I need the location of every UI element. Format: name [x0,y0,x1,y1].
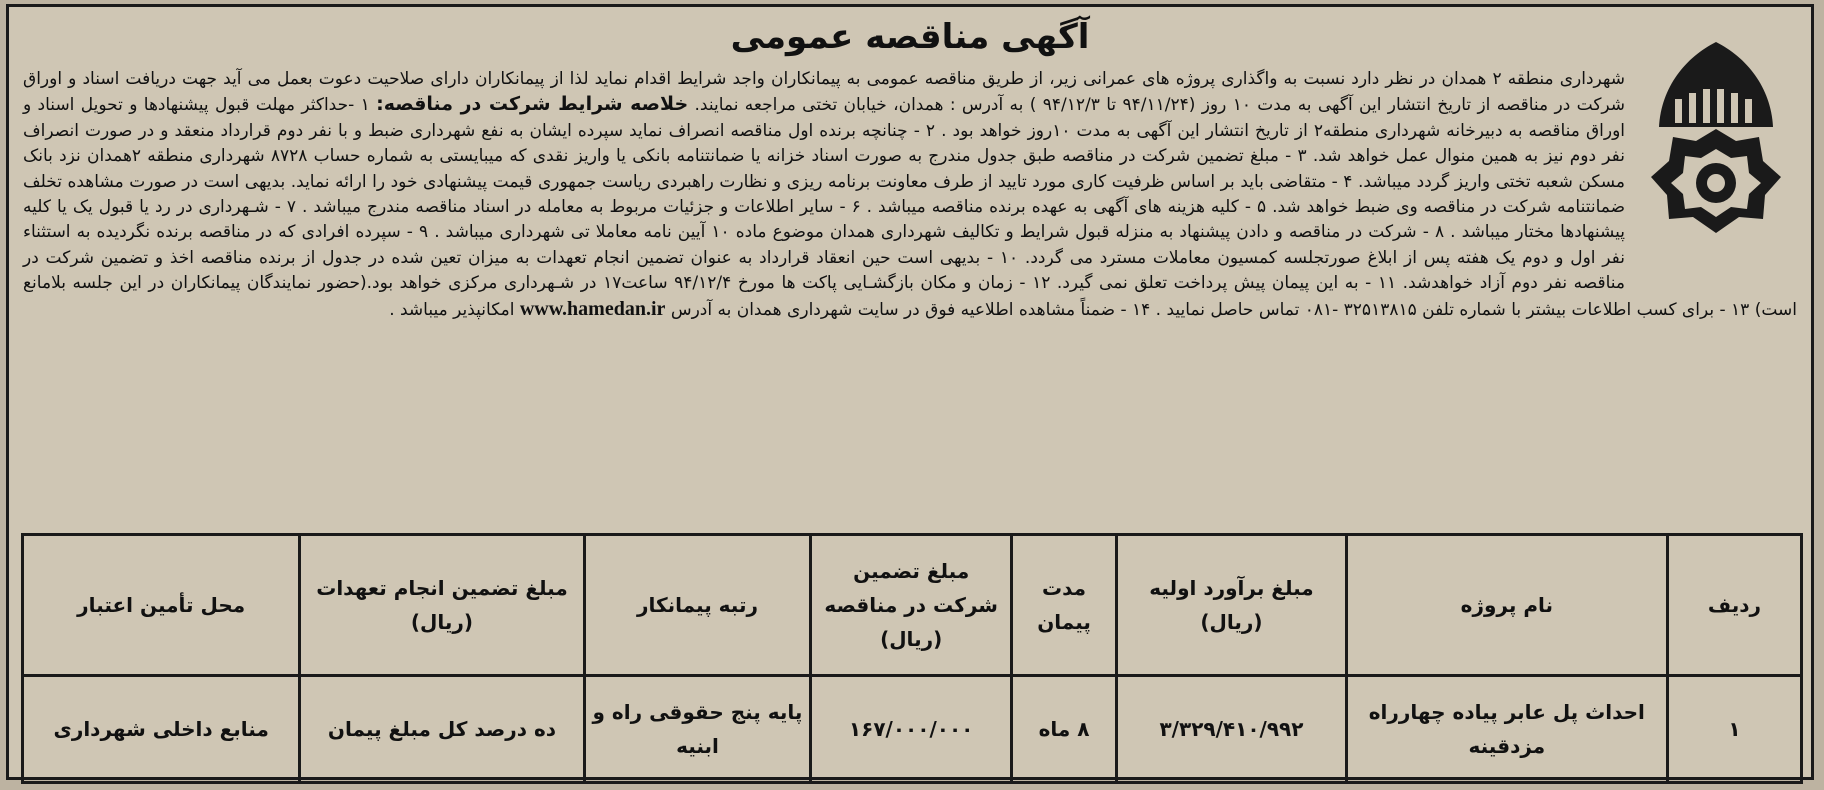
table-header-row [23,535,1802,676]
header-duration: مدت پیمان [1011,535,1116,676]
notice-body [23,67,1797,323]
header-contractor-rank: رتبه پیمانکار [584,535,811,676]
tender-notice [6,4,1814,780]
header-row-number: ردیف [1667,535,1801,676]
logo-spacer [1625,67,1797,277]
header-performance-guarantee: مبلغ تضمین انجام تعهدات (ریال) [300,535,584,676]
cell-contractor-rank: پایه پنج حقوقی راه و ابنیه [584,676,811,783]
conditions-text: ۱ -حداکثر مهلت قبول پیشنهادها و تحویل اسناد و اوراق مناقصه به دبیرخانه شهرداری منطقه۲ از تاریخ انتشار این آگهی به مدت ۱۰روز خواهد بود . ۲ - چنانچه برنده اول مناقصه انصراف نماید سپرده ایشان به نفع شهرداری ضبط و با نفر دوم قرارداد منعقد و در صورت انصراف نفر دوم نیز به همین منوال عمل خواهد شد. ۳ - مبلغ تضمین شرکت در مناقصه طبق جدول مندرج به صورت اسناد خزانه یا ضمانتنامه بانکی یا واریز نقدی که میبایستی به شماره حساب ۸۷۲۸ شهرداری منطقه ۲همدان نزد بانک مسکن شعبه تختی واریز گردد میباشد. ۴ - متقاضی باید بر اساس ظرفیت کاری مورد تایید از طرف معاونت برنامه ریزی و نظارت راهبردی ریاست جمهوری قیمت پیشنهادی خود را ارائه نماید. بدیهی است در صورت مشاهده تخلف ضمانتنامه شرکت در مناقصه وی ضبط خواهد شد. ۵ - کلیه هزینه های آگهی به عهده برنده مناقصه میباشد . ۶ - سایر اطلاعات و جزئیات مربوط به معامله در اسناد مناقصه مندرج میباشد . ۷ - شـهرداری در رد یا قبول یک یا کلیه پیشنهادها مختار میباشد . ۸ - شرکت در مناقصه و دادن پیشنهاد به منزله قبول شرایط و تکالیف شهرداری همدان موضوع ماده ۱۰ آیین نامه معاملا تی شهرداری میباشد . ۹ - سپرده افرادی که در مناقصه برنده نگردیده به استثناء نفر اول و دوم یک هفته پس از ابلاغ صورتجلسه کمسیون معاملات مسترد می گردد. ۱۰ - بدیهی است حین انعقاد قرارداد به عنوان تضمین انجام تعهدات به میزان تعین شده در جدول از برنده مناقصه اخذ و تضمین شرکت در مناقصه نفر دوم آزاد خواهدشد. ۱۱ - به این پیمان پیش پرداخت تعلق نمی گیرد. ۱۲ - زمان و مکان بازگشـایی پاکت ها مورخ ۹۴/۱۲/۴ ساعت۱۷ در شـهرداری مرکزی خواهد بود.(حضور نمایندگان پیمانکاران در این جلسه بلامانع است) ۱۳ - برای کسب اطلاعات بیشتر با شماره تلفن ۳۲۵۱۳۸۱۵ -۰۸۱ تماس حاصل نمایید . ۱۴ - ضمناً مشاهده اطلاعیه فوق در سایت شهرداری همدان به آدرس [23,95,1797,320]
header-bid-guarantee: مبلغ تضمین شرکت در مناقصه (ریال) [811,535,1012,676]
cell-row-number: ۱ [1667,676,1801,783]
cell-project-name: احداث پل عابر پیاده چهارراه مزدقینه [1346,676,1667,783]
table-row [23,676,1802,783]
header-funding: محل تأمین اعتبار [23,535,300,676]
intro-text: شهرداری منطقه ۲ همدان در نظر دارد نسبت به واگذاری پروژه های عمرانی زیر، از طریق مناقصه عمومی به پیمانکاران واجد شرایط اقدام نماید لذا از پیمانکاران دارای صلاحیت دعوت بعمل می آید جهت دریافت اسناد و اوراق شرکت در مناقصه از تاریخ انتشار این آگهی به مدت ۱۰ روز (۹۴/۱۱/۲۴ تا ۹۴/۱۲/۳ ) به آدرس : همدان، خیابان تختی مراجعه نمایند. [23,69,1626,116]
cell-performance-guarantee: ده درصد کل مبلغ پیمان [300,676,584,783]
header-estimate: مبلغ برآورد اولیه (ریال) [1117,535,1347,676]
cell-funding: منابع داخلی شهرداری [23,676,300,783]
cell-estimate: ۳/۳۲۹/۴۱۰/۹۹۲ [1117,676,1347,783]
cell-bid-guarantee: ۱۶۷/۰۰۰/۰۰۰ [811,676,1012,783]
cell-duration: ۸ ماه [1011,676,1116,783]
outro-text: امکانپذیر میباشد . [389,299,515,320]
website-link[interactable]: www.hamedan.ir [519,297,666,320]
header-project-name: نام پروژه [1346,535,1667,676]
conditions-heading: خلاصه شرایط شرکت در مناقصه: [376,93,689,116]
notice-title: آگهی مناقصه عمومی [730,17,1090,57]
tender-table [21,533,1803,784]
